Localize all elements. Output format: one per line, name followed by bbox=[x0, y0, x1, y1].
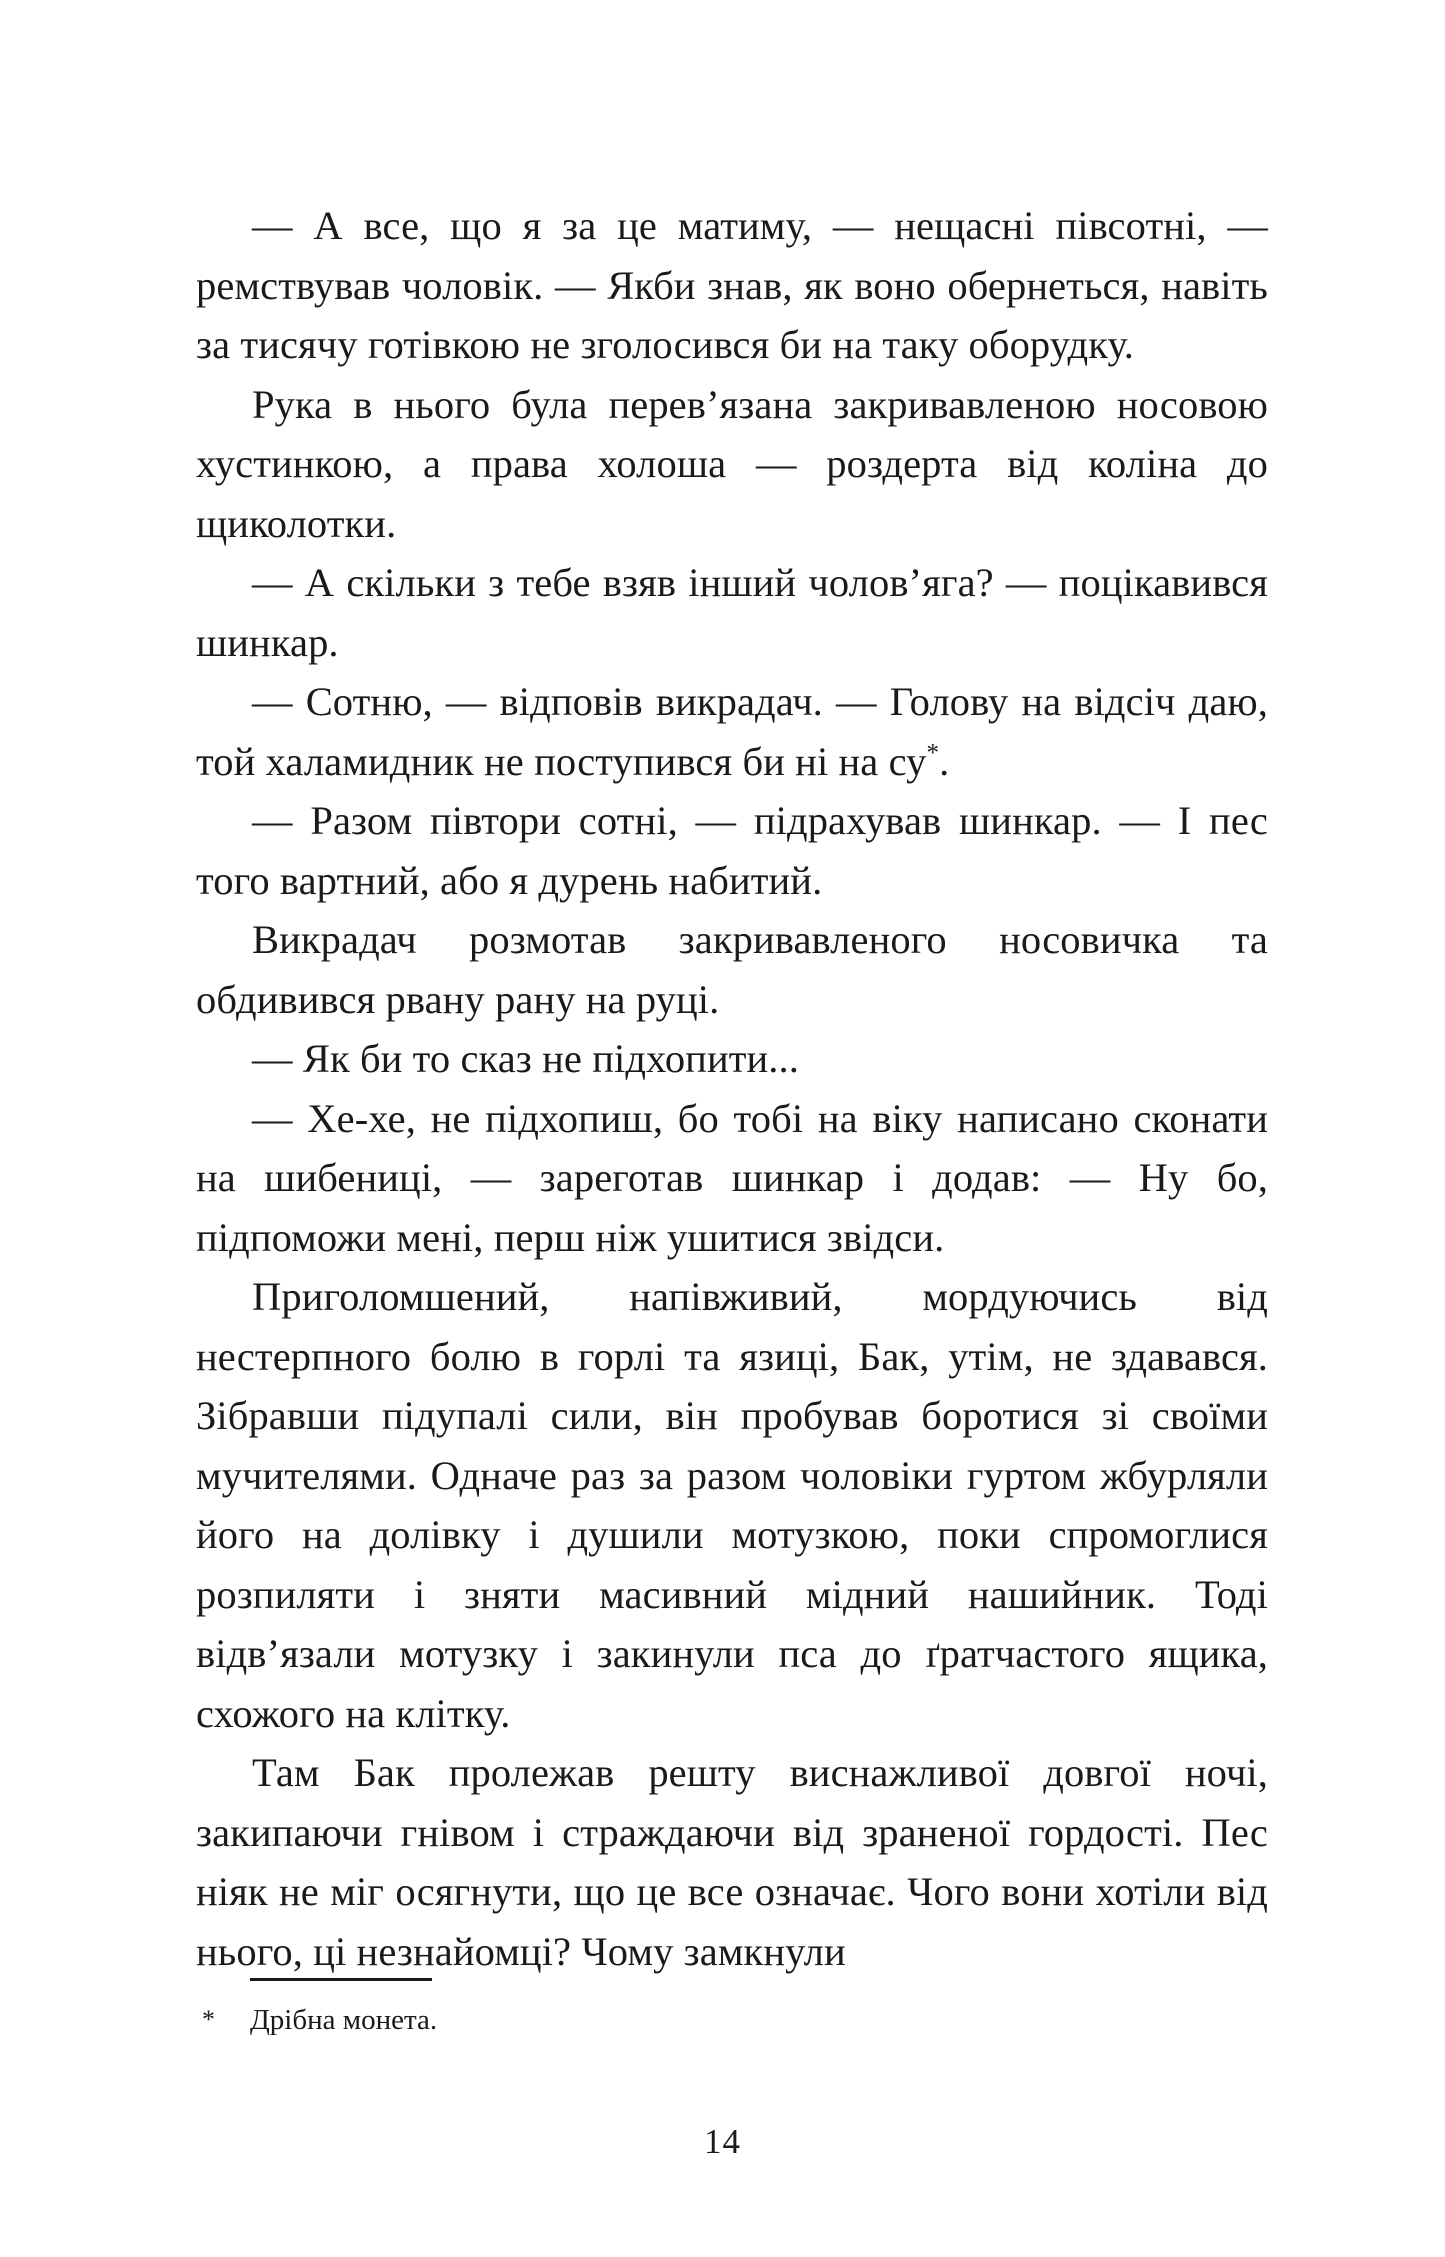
footnote-entry bbox=[196, 2003, 1268, 2037]
footnote-separator-rule bbox=[250, 1978, 432, 1981]
paragraph: Приголомшений, напівживий, мордуючись від нестерпного болю в горлі та язиці, Бак, утім, не здавався. Зібравши підупалі сили, він пробував боротися зі своїми мучителями. Одначе раз за разом чоловіки гуртом жбурляли його на долівку і душили мотузкою, поки спромоглися розпиляти і зняти масивний мідний нашийник. Тоді відв’язали мотузку і закинули пса до ґратчастого ящика, схожого на клітку. bbox=[196, 1274, 1268, 1736]
footnote-marker: * bbox=[202, 2005, 215, 2034]
paragraph-text: — Сотню, — відповів викрадач. — Голову на відсіч даю, той халамидник не поступився би ні на су bbox=[196, 679, 1268, 784]
paragraph: — Разом півтори сотні, — підрахував шинкар. — І пес того вартний, або я дурень набитий. bbox=[196, 798, 1268, 903]
page-number: 14 bbox=[704, 2122, 741, 2161]
paragraph: — Хе-хе, не підхопиш, бо тобі на віку написано сконати на шибениці, — зареготав шинкар і додав: — Ну бо, підпоможи мені, перш ніж ушитися звідси. bbox=[196, 1095, 1268, 1260]
paragraph: — А скільки з тебе взяв інший чолов’яга? — поцікавився шинкар. bbox=[196, 560, 1268, 665]
body-text-column bbox=[196, 196, 1268, 1981]
footnote-reference-marker[interactable]: * bbox=[926, 739, 940, 766]
paragraph: Викрадач розмотав закривавленого носовичка та обдивився рвану рану на руці. bbox=[196, 917, 1268, 1022]
footnote-text: Дрібна монета. bbox=[250, 2004, 438, 2036]
paragraph: Рука в нього була перев’язана закривавленою носовою хустинкою, а права холоша — роздерта від коліна до щиколотки. bbox=[196, 381, 1268, 546]
paragraph: — Як би то сказ не підхопити... bbox=[252, 1036, 799, 1081]
paragraph-with-footnote-reference bbox=[196, 672, 1268, 791]
footnote-area bbox=[196, 1978, 1268, 2037]
paragraph: Там Бак пролежав решту виснажливої довгої ночі, закипаючи гнівом і страждаючи від зраненої гордості. Пес ніяк не міг осягнути, що це все означає. Чого вони хотіли від нього, ці незнайомці? Чому замкнули bbox=[196, 1750, 1268, 1974]
paragraph: — А все, що я за це матиму, — нещасні півсотні, — ремствував чоловік. — Якби знав, як воно обернеться, навіть за тисячу готівкою не зголосився би на таку оборудку. bbox=[196, 203, 1268, 367]
paragraph-text-tail: . bbox=[939, 738, 950, 784]
